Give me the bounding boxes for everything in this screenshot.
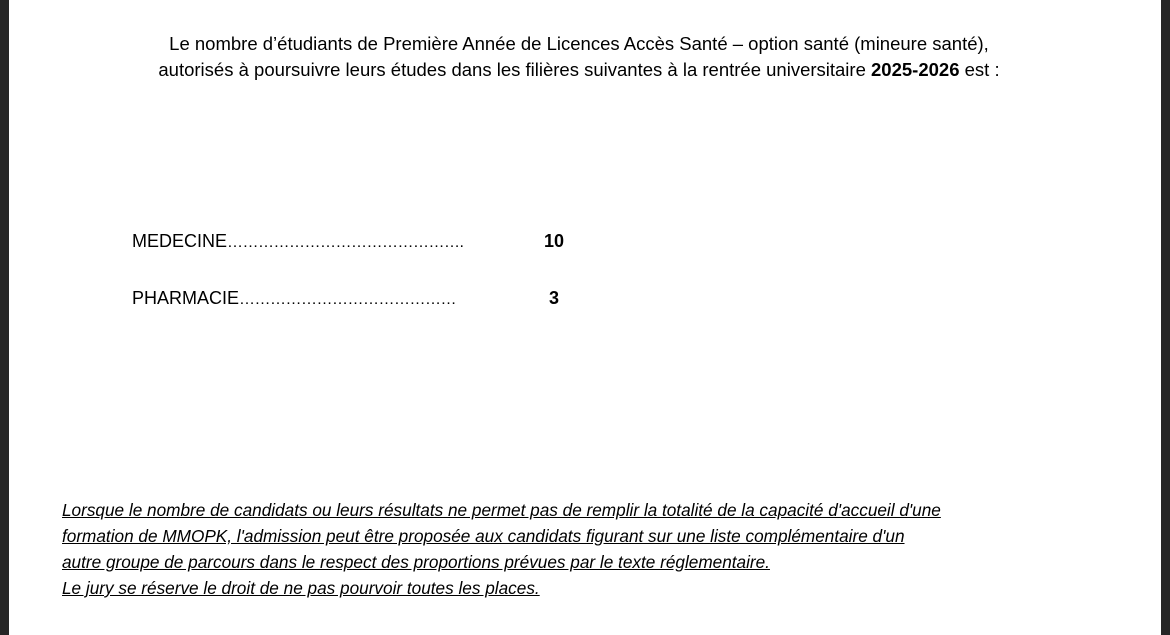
jury-note xyxy=(62,497,1072,601)
academic-year: 2025-2026 xyxy=(871,59,960,80)
note-line-1: Lorsque le nombre de candidats ou leurs résultats ne permet pas de remplir la totalité de la capacité d'accueil d'une xyxy=(62,500,941,520)
intro-paragraph xyxy=(49,31,1109,83)
quota-row-medecine xyxy=(132,230,463,254)
intro-line-1: Le nombre d’étudiants de Première Année de Licences Accès Santé – option santé (mineure santé), xyxy=(169,33,989,54)
note-line-3: autre groupe de parcours dans le respect des proportions prévues par le texte réglementaire. xyxy=(62,552,770,572)
quota-leader-dots: ………………………………………. xyxy=(227,234,464,251)
quota-value-pharmacie: 3 xyxy=(549,288,560,308)
note-line-4: Le jury se réserve le droit de ne pas pourvoir toutes les places. xyxy=(62,578,540,598)
quota-row-pharmacie xyxy=(132,287,456,311)
quota-label-medecine: MEDECINE xyxy=(132,231,228,251)
quota-value-medecine: 10 xyxy=(544,231,565,251)
intro-line-2-end: est : xyxy=(959,59,1000,80)
document-page xyxy=(9,0,1161,635)
note-line-2: formation de MMOPK, l'admission peut être proposée aux candidats figurant sur une liste complémentaire d'un xyxy=(62,526,905,546)
quota-leader-dots: …………………………………… xyxy=(239,291,457,308)
intro-line-2-start: autorisés à poursuivre leurs études dans les filières suivantes à la rentrée universitaire xyxy=(158,59,872,80)
quota-label-pharmacie: PHARMACIE xyxy=(132,288,240,308)
